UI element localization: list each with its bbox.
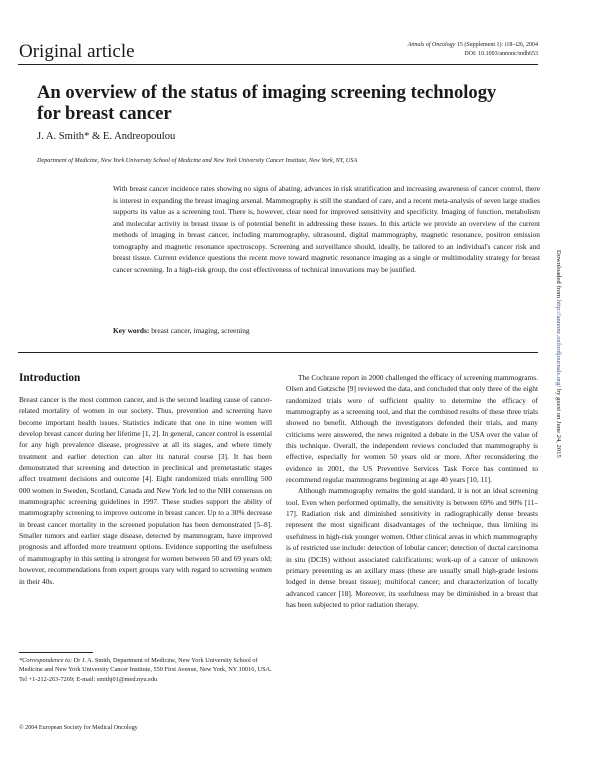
affiliation: Department of Medicine, New York University School of Medicine and New York University Cancer Institute, New York, NY, USA — [37, 157, 358, 164]
journal-citation — [408, 41, 538, 59]
sidebar-suffix: by guest on June 24, 2015 — [555, 387, 562, 458]
correspondence-footnote — [19, 656, 273, 684]
paragraph: Breast cancer is the most common cancer, and is the second leading cause of cancer-related mortality of women in our society. Thus, prevention and screening have become important health issues. Statistics indicate that one in nine women will develop breast cancer during her lifetime [1, 2]. In general, cancer control is essential for any high prevalence disease, progressive at all its stages, and where timely treatment and earlier detection can alter its natural course [3]. It has been demonstrated that screening and detection in preclinical and premetastatic stages affect treatment decisions and outcome [4]. Eight randomized trials enrolling 500 000 women in Sweden, Scotland, Canada and New York led to the NIH consensus on mammographic screening guidelines in 1997. These studies support the ability of mammography screening to improve outcome in breast cancer. Up to a 30% decrease in breast cancer mortality in the screened population has been demonstrated [5–8]. Smaller tumors and earlier stage disease, detected by mammogram, have improved prognosis and afforded more treatment options. Evidence supporting the usefulness of mammography in this setting is strongest for women between 50 and 69 years old; however, recommendations from expert groups vary with regard to screening women in their 40s. — [19, 395, 272, 586]
article-title: An overview of the status of imaging screening technology for breast cancer — [37, 82, 497, 124]
abstract-rule — [18, 352, 538, 353]
keywords-list: breast cancer, imaging, screening — [149, 326, 250, 335]
footnote-rule — [19, 652, 93, 653]
journal-volume: 15 (Supplement 1): i18–i26, 2004 — [455, 42, 538, 48]
paragraph: The Cochrane report in 2000 challenged the efficacy of screening mammograms. Olsen and Gøtzsche [9] reviewed the data, and concluded that only three of the eight randomized trials were of sufficient quality to determine the efficacy of mammography as a screening tool, and that the combined results of these three trials showed no benefit. Although the investigators defended their trials, and many criticisms were answered, the news reignited a debate in the USA over the value of this technique. Overall, the independent reviews concluded that mammography is effective, especially for women 50 years old or more. After reconsidering the evidence in 2001, the US Preventive Services Task Force has continued to recommend regular mammograms beginning at age 40 years [10, 11]. — [286, 373, 538, 485]
sidebar-url-link[interactable]: http://annonc.oxfordjournals.org/ — [555, 299, 562, 388]
keywords-label: Key words: — [113, 326, 150, 335]
download-sidebar — [548, 250, 562, 550]
section-label: Original article — [19, 41, 135, 62]
footnote-label: *Correspondence to: — [19, 657, 73, 664]
paragraph: Although mammography remains the gold standard, it is not an ideal screening tool. Even when performed optimally, the sensitivity is between 69% and 90% [11–17]. Radiation risk and diminished sensitivity in radiographically dense breasts represent the most significant disadvantages of the technique, thus limiting its usefulness in high-risk younger women. Other clinical areas in which mammography is of restricted use include: detection of lobular cancer; detection of ductal carcinoma in situ (DCIS) without associated calcifications; work-up of a cancer of unknown primary presenting as an axillary mass (these are usually small high-grade lesions lodged in dense breast tissue); multifocal cancer; and characterization of locally advanced cancer [18]. Moreover, its usefulness may be diminished in a breast that has been subjected to prior radiation therapy. — [286, 486, 538, 609]
keywords — [113, 326, 250, 335]
journal-name: Annals of Oncology — [407, 42, 456, 48]
section-heading-introduction: Introduction — [19, 372, 81, 384]
doi: DOI: 10.1093/annonc/mdh653 — [464, 51, 538, 57]
sidebar-prefix: Downloaded from — [555, 250, 562, 300]
abstract: With breast cancer incidence rates showing no signs of abating, advances in risk stratification and increasing awareness of cancer control, there is interest in expanding the breast imaging arsenal. Mammography is still the standard of care, and a recent meta-analysis of seven large studies supports its value as a screening tool. There is, however, clear need for improved sensitivity and specificity. Imaging of function, metabolism and molecular activity in breast tissue is of potential benefit in addressing these issues. In this article we provide an overview of the current methods of imaging in breast cancer, including mammography, ultrasound, digital mammography, magnetic resonance, positron emission tomography and magnetic resonance spectroscopy. Screening and surveillance should, ideally, be tailored to an individual's cancer risk and breast tissue. Current evidence questions the recent move toward magnetic resonance imaging as a single or multimodality strategy for breast cancer screening. In a high-risk group, the cost effectiveness of technical innovations may be justified. — [113, 184, 540, 274]
authors: J. A. Smith* & E. Andreopoulou — [37, 131, 176, 142]
footnote-text: Dr J. A. Smith, Department of Medicine, New York University School of Medicine and New York University Cancer Institute, 550 First Avenue, New York, NY 10016, USA. Tel +1-212-263-7269; E-mail: smithj01@med.nyu.edu — [19, 657, 272, 683]
copyright: © 2004 European Society for Medical Oncology — [19, 725, 138, 731]
body-column-right — [286, 372, 538, 610]
header-rule — [18, 64, 538, 65]
body-column-left — [19, 394, 272, 587]
